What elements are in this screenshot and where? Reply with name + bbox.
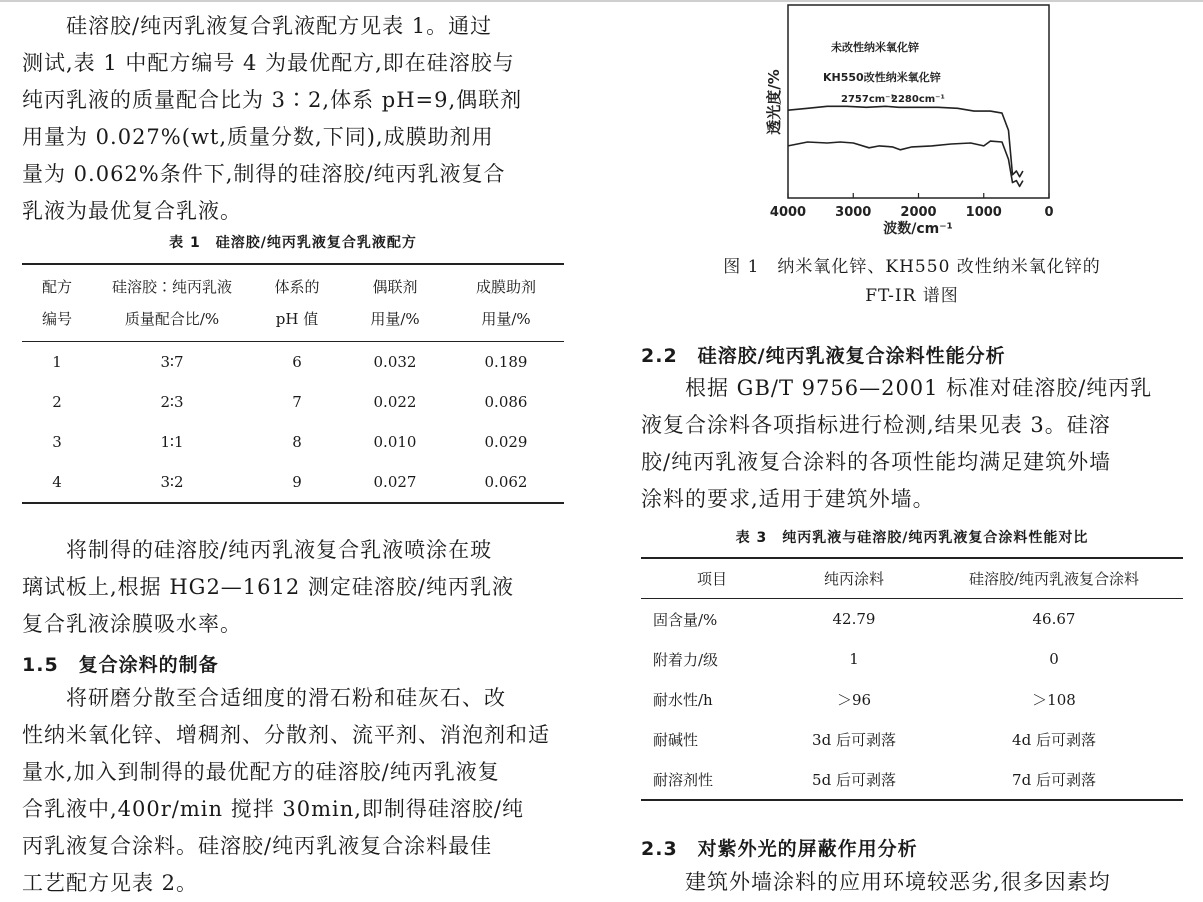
x-axis-ticks (770, 193, 1054, 220)
table1: 配方 硅溶胶∶纯丙乳液 体系的 偶联剂 成膜助剂 编号 质量配合比/% pH 值 用量/% 用量/% 1 3∶7 6 0.032 0.189 2 2∶3 7 0.022 0.086 3 1∶1 8 0.010 0.029 4 3∶2 9 0.027 0.062 (22, 263, 564, 504)
table-row: 固含量/% 42.79 46.67 (653, 610, 1076, 629)
section-heading-2-3: 2.3 对紫外光的屏蔽作用分析 (641, 838, 918, 860)
series-line-0 (788, 106, 1023, 177)
series-line-1 (788, 141, 1023, 186)
series-label-unmodified: 未改性纳米氧化锌 (831, 41, 919, 54)
x-tick-label: 1000 (965, 205, 1002, 220)
table-row: 3 1∶1 8 0.010 0.029 (52, 433, 528, 451)
table-row: 耐碱性 3d 后可剥落 4d 后可剥落 (653, 730, 1096, 749)
table3: 项目 纯丙涂料 硅溶胶/纯丙乳液复合涂料 固含量/% 42.79 46.67 附着力/级 1 0 耐水性/h ＞96 ＞108 耐碱性 3d 后可剥落 4d 后可剥落 耐溶剂性 5d 后可剥落 7d 后可剥落 (641, 557, 1183, 801)
annotation-2280: 2280cm⁻¹ (891, 94, 945, 105)
paragraph-coating-prep: 将研磨分散至合适细度的滑石粉和硅灰石、改 性纳米氧化锌、增稠剂、分散剂、流平剂、消泡剂和适 量水,加入到制得的最优配方的硅溶胶/纯丙乳液复 合乳液中,400r/min 搅拌 30min,即制得硅溶胶/纯 丙乳液复合涂料。硅溶胶/纯丙乳液复合涂料最佳 工艺配方见表 2。 (22, 686, 550, 895)
x-tick-label: 2000 (900, 205, 937, 220)
paragraph-performance: 根据 GB/T 9756—2001 标准对硅溶胶/纯丙乳 液复合涂料各项指标进行检测,结果见表 3。硅溶 胶/纯丙乳液复合涂料的各项性能均满足建筑外墙 涂料的要求,适用于建筑外墙。 (641, 376, 1153, 511)
paragraph-table1-intro: 硅溶胶/纯丙乳液复合乳液配方见表 1。通过 测试,表 1 中配方编号 4 为最优配方,即在硅溶胶与 纯丙乳液的质量配合比为 3∶2,体系 pH=9,偶联剂 用量为 0.027%(wt,质量分数,下同),成膜助剂用 量为 0.062%条件下,制得的硅溶胶/纯丙乳液复合 乳液为最优复合乳液。 (22, 14, 523, 223)
paragraph-water-absorption: 将制得的硅溶胶/纯丙乳液复合乳液喷涂在玻 璃试板上,根据 HG2—1612 测定硅溶胶/纯丙乳液 复合乳液涂膜吸水率。 (22, 538, 514, 636)
paragraph-uv: 建筑外墙涂料的应用环境较恶劣,很多因素均 (685, 870, 1111, 894)
table1-caption: 表 1 硅溶胶/纯丙乳液复合乳液配方 (169, 235, 417, 251)
x-tick-label: 0 (1044, 205, 1054, 220)
table3-caption: 表 3 纯丙乳液与硅溶胶/纯丙乳液复合涂料性能对比 (735, 530, 1089, 546)
ftir-chart (641, 0, 1183, 245)
series-label-kh550: KH550改性纳米氧化锌 (823, 71, 941, 84)
table-row: 1 3∶7 6 0.032 0.189 (52, 353, 528, 371)
x-axis-label: 波数/cm⁻¹ (883, 221, 953, 237)
figure1-caption: 图 1 纳米氧化锌、KH550 改性纳米氧化锌的 FT-IR 谱图 (723, 257, 1101, 306)
table-row: 附着力/级 1 0 (653, 650, 1059, 669)
y-axis-label: 透光度/% (765, 69, 783, 135)
table-row: 4 3∶2 9 0.027 0.062 (52, 473, 528, 491)
section-heading-2-2: 2.2 硅溶胶/纯丙乳液复合涂料性能分析 (641, 345, 1006, 367)
section-heading-1-5: 1.5 复合涂料的制备 (22, 654, 219, 676)
x-tick-label: 4000 (769, 205, 807, 220)
annotation-2757: 2757cm⁻¹ (841, 94, 895, 105)
table-row: 2 2∶3 7 0.022 0.086 (52, 393, 528, 411)
series-lines (788, 106, 1023, 186)
x-tick-label: 3000 (835, 205, 872, 220)
table-row: 耐水性/h ＞96 ＞108 (653, 690, 1076, 709)
table-row: 耐溶剂性 5d 后可剥落 7d 后可剥落 (653, 770, 1096, 789)
